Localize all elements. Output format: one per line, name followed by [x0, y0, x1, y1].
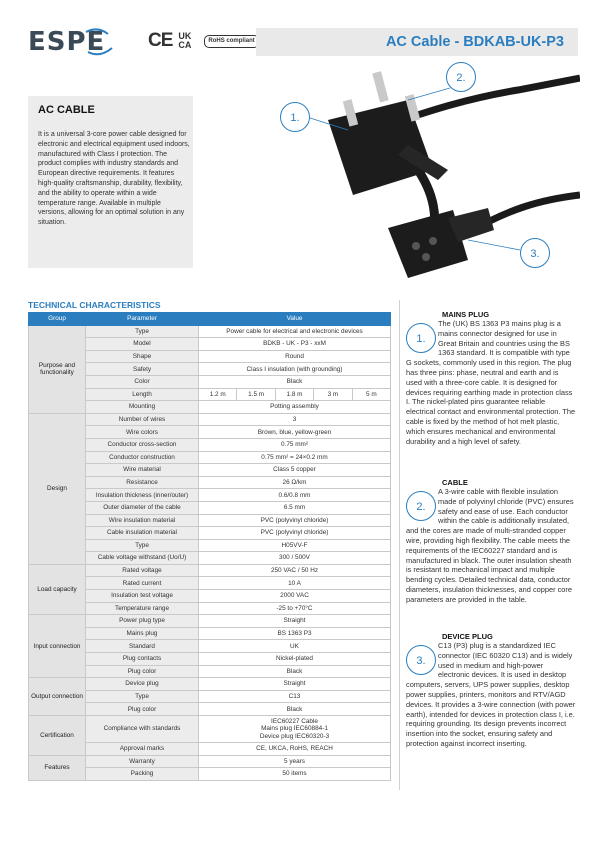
value: PVC (polyvinyl chloride) — [199, 527, 391, 540]
param: Number of wires — [86, 413, 199, 426]
param: Cable voltage withstand (Uo/U) — [86, 552, 199, 565]
value: Potting assembly — [199, 401, 391, 414]
intro-text: It is a universal 3-core power cable designed for electronic and electrical equipment used indoors, manufactured with Class I protection. The product complies with industry standards and European directive requirements. It features high-quality craftsmanship, durability, flexibility, and the ability to operate within a wide temperature range. Available in multiple versions, allowing for an optimal solution in any situation. — [38, 131, 190, 227]
value: H05VV-F — [199, 539, 391, 552]
table-row — [29, 564, 391, 577]
param: Model — [86, 338, 199, 351]
ukca-mark: UK CA — [178, 31, 192, 50]
value: 5 years — [199, 755, 391, 768]
value: Black — [199, 375, 391, 388]
section-cable — [406, 478, 576, 605]
value: PVC (polyvinyl chloride) — [199, 514, 391, 527]
value: 2000 VAC — [199, 590, 391, 603]
header-group: Group — [29, 313, 86, 326]
header-parameter: Parameter — [86, 313, 199, 326]
param: Mains plug — [86, 627, 199, 640]
length-option: 1.8 m — [276, 389, 314, 401]
table-row — [29, 615, 391, 628]
param: Conductor construction — [86, 451, 199, 464]
value: Nickel-plated — [199, 653, 391, 666]
param: Mounting — [86, 401, 199, 414]
callout-2: 2. — [446, 62, 476, 92]
group-output: Output connection — [29, 678, 86, 716]
section-text — [406, 319, 576, 446]
param: Length — [86, 388, 199, 401]
value: 26 Ω/km — [199, 476, 391, 489]
espe-logo — [28, 26, 120, 56]
ce-mark: CE — [148, 30, 173, 51]
compliance-line: Mains plug IEC60884-1 — [261, 725, 328, 733]
section-mains-plug — [406, 310, 576, 446]
title-bar — [256, 28, 578, 56]
value: Brown, blue, yellow-green — [199, 426, 391, 439]
section-title: DEVICE PLUG — [442, 632, 493, 641]
value: BS 1363 P3 — [199, 627, 391, 640]
param: Shape — [86, 350, 199, 363]
length-option: 5 m — [366, 390, 377, 398]
value: Round — [199, 350, 391, 363]
group-cert: Certification — [29, 716, 86, 756]
value: -25 to +70°C — [199, 602, 391, 615]
param: Type — [86, 690, 199, 703]
group-features: Features — [29, 755, 86, 780]
group-purpose: Purpose and functionality — [29, 325, 86, 413]
value: UK — [199, 640, 391, 653]
value: 0.75 mm² — [199, 438, 391, 451]
section-body: A 3-wire cable with flexible insulation made of polyvinyl chloride (PVC) ensures safety and ease of use. Each conductor within the cable is additionally insulated, and the cores are made of multi-stranded copper wire, providing high flexibility. The cable meets the requirements of the IEC60227 standard and is manufactured in black. The outer insulation sheath is resistant to mechanical impact and multiple bending cycles. Detailed technical data, conductor diameters, insulation thicknesses, and copper core parameters are provided in the table. — [406, 487, 574, 604]
value: Straight — [199, 615, 391, 628]
value: BDKB - UK - P3 - xxM — [199, 338, 391, 351]
param: Rated voltage — [86, 564, 199, 577]
section-number: 2. — [406, 491, 436, 521]
length-option: 3 m — [314, 389, 352, 401]
param: Insulation test voltage — [86, 590, 199, 603]
param: Wire insulation material — [86, 514, 199, 527]
length-option: 1.2 m — [199, 389, 237, 401]
value: CE, UKCA, RoHS, REACH — [199, 743, 391, 756]
table-row — [29, 678, 391, 691]
section-text — [406, 641, 576, 749]
section-title: CABLE — [442, 478, 468, 487]
column-divider — [399, 300, 400, 790]
page-title: AC Cable - BDKAB-UK-P3 — [385, 34, 564, 50]
param: Device plug — [86, 678, 199, 691]
param: Safety — [86, 363, 199, 376]
spec-table — [28, 312, 391, 781]
section-body: The (UK) BS 1363 P3 mains plug is a mains connector designed for use in Great Britain and countries using the BS 1363 standard. It is compatible with type G sockets, commonly used in this region. The plug has three pins: phase, neutral and earth and is used with a three-core cable. It is designed for devices requiring earthing made in protection class I. The nickel-plated pins guarantee reliable electrical contact and environmental protection. The cable is fixed by the method of hot melt plastic, which ensures mechanical and environmental durability and a high level of safety. — [406, 319, 576, 446]
section-number: 3. — [406, 645, 436, 675]
header-value: Value — [199, 313, 391, 326]
callout-3: 3. — [520, 238, 550, 268]
section-title: MAINS PLUG — [442, 310, 490, 319]
value: 0.75 mm² = 24×0.2 mm — [199, 451, 391, 464]
uk-plug-drawing — [328, 71, 448, 195]
length-option: 1.5 m — [237, 389, 275, 401]
param: Temperature range — [86, 602, 199, 615]
value: Class 5 copper — [199, 464, 391, 477]
table-row — [29, 325, 391, 338]
value: Black — [199, 703, 391, 716]
callout-1: 1. — [280, 102, 310, 132]
param: Cable insulation material — [86, 527, 199, 540]
group-design: Design — [29, 413, 86, 564]
value: 300 / 500V — [199, 552, 391, 565]
section-device-plug — [406, 632, 576, 749]
param: Compliance with standards — [86, 716, 199, 743]
section-text — [406, 487, 576, 605]
value: 3 — [199, 413, 391, 426]
param: Insulation thickness (inner/outer) — [86, 489, 199, 502]
param: Approval marks — [86, 743, 199, 756]
section-body: C13 (P3) plug is a standardized IEC connector (IEC 60320 C13) and is widely used in medium and high-power electronic devices. It is used in desktop computers, servers, UPS power supplies, desktop power supplies, printers, monitors and RTV/AGD devices. It provides a 3-wire connection (with power earth), intended for devices in protection class I, i.e. requiring grounding. Its design prevents incorrect insertion into the socket, ensuring safety and protection against incorrect inserting. — [406, 641, 576, 748]
tech-title: TECHNICAL CHARACTERISTICS — [28, 300, 161, 310]
group-load: Load capacity — [29, 564, 86, 614]
value: Class I insulation (with grounding) — [199, 363, 391, 376]
param: Outer diameter of the cable — [86, 501, 199, 514]
param: Standard — [86, 640, 199, 653]
param: Plug color — [86, 665, 199, 678]
param: Power plug type — [86, 615, 199, 628]
compliance-line: Device plug IEC60320-3 — [259, 732, 330, 740]
section-number: 1. — [406, 323, 436, 353]
value: 50 items — [199, 768, 391, 781]
param: Warranty — [86, 755, 199, 768]
logo-text: ESPE — [28, 27, 106, 56]
group-input: Input connection — [29, 615, 86, 678]
table-header — [29, 313, 391, 326]
param: Wire material — [86, 464, 199, 477]
value: 0.6/0.8 mm — [199, 489, 391, 502]
certification-marks — [148, 28, 259, 54]
compliance-line: IEC60227 Cable — [271, 718, 318, 726]
value: 10 A — [199, 577, 391, 590]
param: Conductor cross-section — [86, 438, 199, 451]
value — [199, 388, 391, 401]
param: Resistance — [86, 476, 199, 489]
value: Straight — [199, 678, 391, 691]
param: Rated current — [86, 577, 199, 590]
param: Wire colors — [86, 426, 199, 439]
value — [199, 716, 391, 743]
value: Black — [199, 665, 391, 678]
table-row — [29, 413, 391, 426]
table-row — [29, 755, 391, 768]
intro-title: AC CABLE — [38, 104, 95, 116]
param: Packing — [86, 768, 199, 781]
c13-plug-drawing — [388, 208, 494, 278]
table-row — [29, 716, 391, 743]
param: Plug color — [86, 703, 199, 716]
param: Color — [86, 375, 199, 388]
value: C13 — [199, 690, 391, 703]
rohs-mark: RoHS compliant — [204, 35, 258, 48]
value: Power cable for electrical and electronic devices — [199, 325, 391, 338]
value: 250 VAC / 50 Hz — [199, 564, 391, 577]
value: 6.5 mm — [199, 501, 391, 514]
param: Type — [86, 539, 199, 552]
param: Plug contacts — [86, 653, 199, 666]
param: Type — [86, 325, 199, 338]
